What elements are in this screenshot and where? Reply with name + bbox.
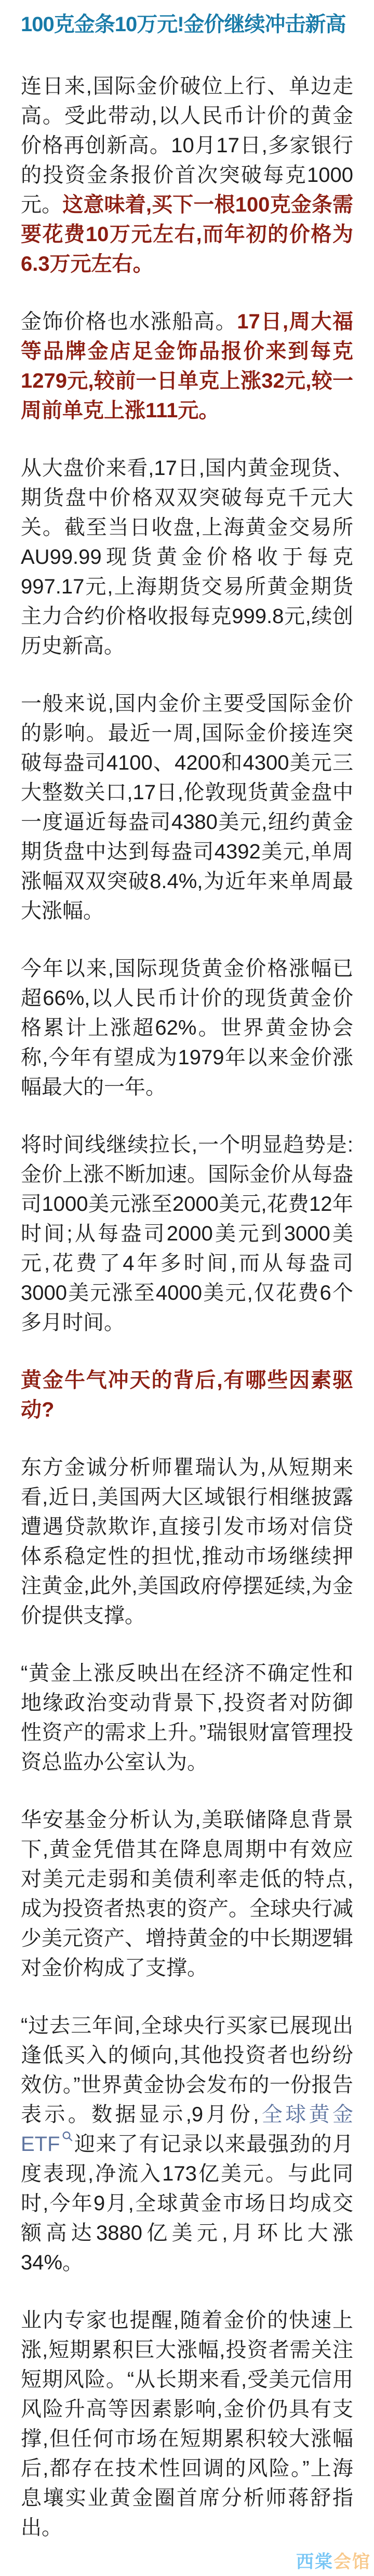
- paragraph-text: 东方金诚分析师瞿瑞认为,从短期来看,近日,美国两大区域银行相继披露遭遇贷款欺诈,直接引发市场对信贷体系稳定性的担忧,推动市场继续押注黄金,此外,美国政府停摆延续,为金价提供支撑。: [21, 1456, 353, 1627]
- paragraph-text: 今年以来,国际现货黄金价格涨幅已超66%,以人民币计价的现货黄金价格累计上涨超62%。世界黄金协会称,今年有望成为1979年以来金价涨幅最大的一年。: [21, 957, 353, 1099]
- paragraph-text: 迎来了有记录以来最强劲的月度表现,净流入173亿美元。与此同时,今年9月,全球黄金市场日均成交额高达3880亿美元,月环比大涨34%。: [21, 2133, 353, 2274]
- paragraph-text: “黄金上涨反映出在经济不确定性和地缘政治变动背景下,投资者对防御性资产的需求上升。”瑞银财富管理投资总监办公室认为。: [21, 1662, 353, 1774]
- section-heading: [21, 1366, 353, 1425]
- article-paragraph: [21, 1130, 353, 1338]
- search-icon[interactable]: [61, 2130, 74, 2143]
- watermark-text-blue: 西棠: [296, 2552, 333, 2572]
- paragraph-text: 将时间线继续拉长,一个明显趋势是:金价上涨不断加速。国际金价从每盎司1000美元涨至2000美元,花费12年时间;从每盎司2000美元到3000美元,花费了4年多时间,而从每盎司3000美元涨至4000美元,仅花费6个多月时间。: [21, 1133, 353, 1334]
- paragraph-text: 连日来,国际金价破位上行、单边走高。受此带动,以人民币计价的黄金价格再创新高。10月17日,多家银行的投资金条报价首次突破每克1000元。: [21, 75, 353, 216]
- paragraph-text: 华安基金分析认为,美联储降息背景下,黄金凭借其在降息周期中有效应对美元走弱和美债利率走低的特点,成为投资者热衷的资产。全球央行减少美元资产、增持黄金的中长期逻辑对金价构成了支撑。: [21, 1808, 353, 1979]
- article-paragraph: [21, 1453, 353, 1631]
- article-paragraph: [21, 454, 353, 661]
- article-paragraph: [21, 2306, 353, 2543]
- article-paragraph: [21, 689, 353, 926]
- article-paragraph: [21, 307, 353, 426]
- emphasis-text: 17日,周大福等品牌金店足金饰品报价来到每克1279元,较前一日单克上涨32元,较一周前单克上涨111元。: [21, 310, 354, 422]
- article-paragraph: [21, 2011, 353, 2278]
- article-paragraph: [21, 1659, 353, 1777]
- emphasis-text: 黄金牛气冲天的背后,有哪些因素驱动?: [21, 1369, 353, 1421]
- watermark: [296, 2547, 371, 2573]
- etf-link[interactable]: 全球黄金ETF: [21, 2103, 353, 2156]
- article-paragraph: [21, 72, 353, 279]
- paragraph-text: 金饰价格也水涨船高。: [21, 310, 237, 333]
- paragraph-text: 业内专家也提醒,随着金价的快速上涨,短期累积巨大涨幅,投资者需关注短期风险。“从长期来看,受美元信用风险升高等因素影响,金价仍具有支撑,但任何市场在短期累积较大涨幅后,都存在技术性回调的风险。”上海息壤实业黄金圈首席分析师蒋舒指出。: [21, 2309, 353, 2539]
- watermark-text-orange: 会馆: [333, 2552, 371, 2572]
- article-body: [21, 72, 353, 2543]
- emphasis-text: 这意味着,买下一根100克金条需要花费10万元左右,而年初的价格为6.3万元左右。: [21, 193, 354, 275]
- article-paragraph: [21, 1805, 353, 1983]
- paragraph-text: 从大盘价来看,17日,国内黄金现货、期货盘中价格双双突破每克千元大关。截至当日收盘,上海黄金交易所AU99.99现货黄金价格收于每克997.17元,上海期货交易所黄金期货主力合约价格收报每克999.8元,续创历史新高。: [21, 457, 353, 657]
- article-paragraph: [21, 954, 353, 1102]
- article-title: 100克金条10万元!金价继续冲击新高: [21, 13, 346, 36]
- paragraph-text: “过去三年间,全球央行买家已展现出逢低买入的倾向,其他投资者也纷纷效仿。”世界黄金协会发布的一份报告表示。数据显示,9月份,: [21, 2014, 353, 2126]
- paragraph-text: 一般来说,国内金价主要受国际金价的影响。最近一周,国际金价接连突破每盎司4100、4200和4300美元三大整数关口,17日,伦敦现货黄金盘中一度逼近每盎司4380美元,纽约黄金期货盘中达到每盎司4392美元,单周涨幅双双突破8.4%,为近年来单周最大涨幅。: [21, 692, 353, 922]
